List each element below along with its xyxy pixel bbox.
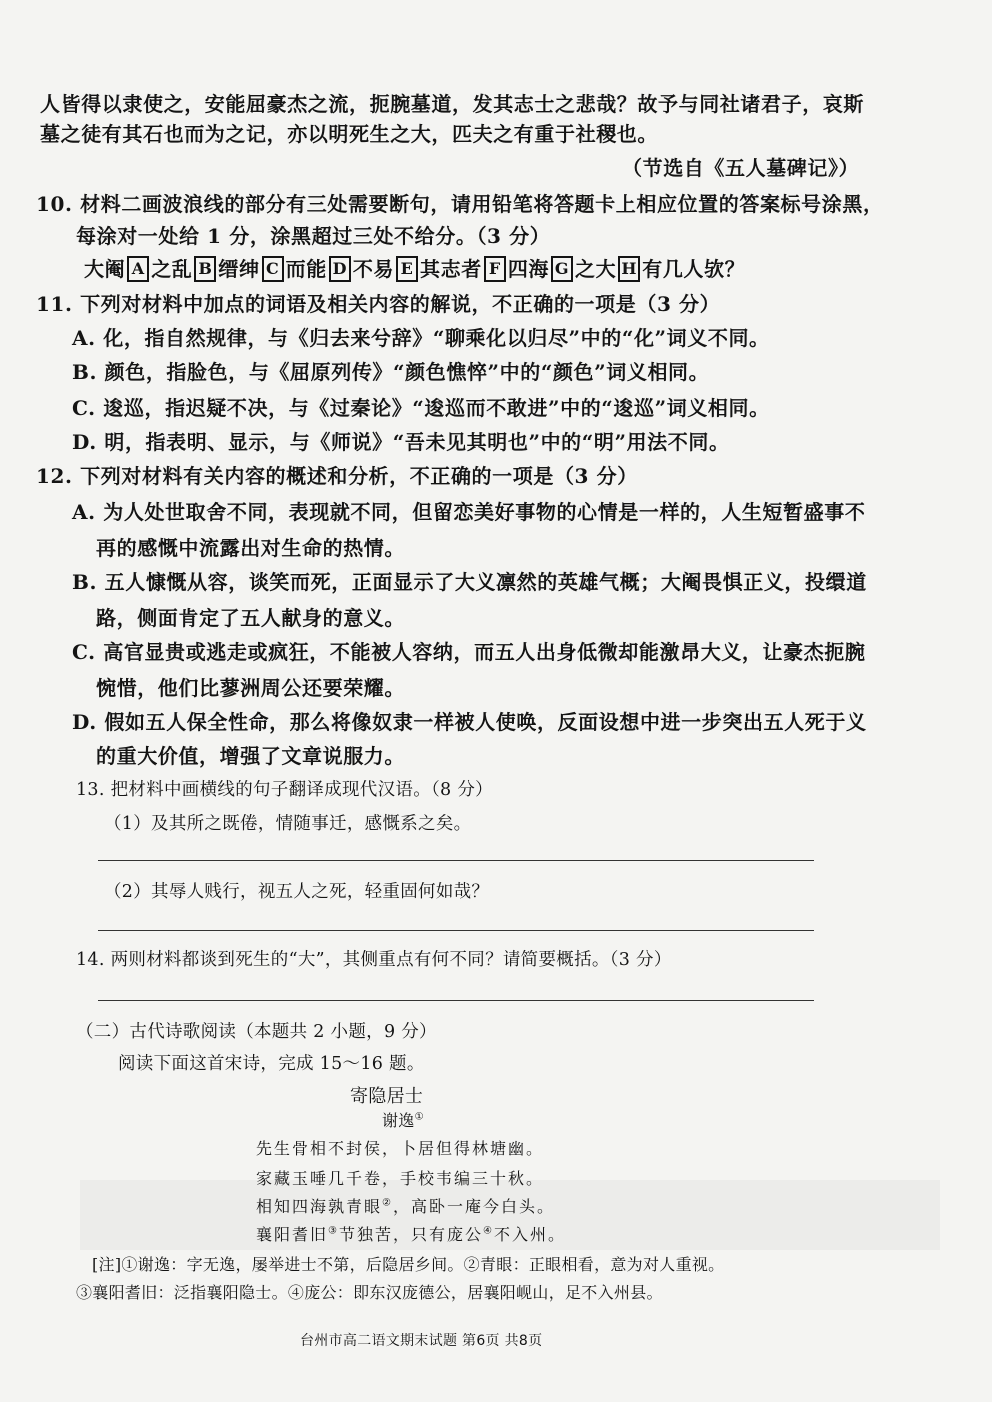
q11-option-d: D. 明，指表明、显示，与《师说》“吾未见其明也”中的“明”用法不同。 — [72, 430, 730, 454]
q14-answer-line[interactable] — [98, 1000, 814, 1001]
q10-seg: 大阉 — [84, 257, 126, 281]
q12-option-a-line-1: A. 为人处世取舍不同，表现就不同，但留恋美好事物的心情是一样的，人生短暂盛事不 — [72, 500, 866, 524]
poem-line-1: 先生骨相不封侯，卜居但得林塘幽。 — [256, 1139, 545, 1158]
q13-sentence-2: （2）其辱人贱行，视五人之死，轻重固何如哉？ — [104, 882, 490, 902]
q12-option-d-line-2: 的重大价值，增强了文章说服力。 — [96, 744, 405, 768]
q10-seg: 之乱 — [151, 257, 193, 281]
poem-line-4 — [256, 1222, 566, 1245]
poem-line-3 — [256, 1194, 555, 1217]
q10-seg: 四海 — [507, 257, 550, 281]
q13-sentence-1: （1）及其所之既倦，情随事迁，感慨系之矣。 — [104, 814, 472, 834]
note-mark: ④ — [483, 1225, 494, 1237]
q10-seg: 之大 — [575, 257, 617, 281]
q10-seg: 而能 — [285, 257, 327, 281]
answer-box-g[interactable]: G — [551, 256, 573, 282]
answer-box-d[interactable]: D — [329, 256, 351, 282]
passage-line-1: 人皆得以隶使之，安能屈豪杰之流，扼腕墓道，发其志士之悲哉？故予与同社诸君子，哀斯 — [40, 92, 864, 116]
answer-box-f[interactable]: F — [484, 256, 506, 282]
passage-source: （节选自《五人墓碑记》） — [622, 156, 860, 180]
notes-line-1: [注]①谢逸：字无逸，屡举进士不第，后隐居乡间。②青眼：正眼相看，意为对人重视。 — [92, 1255, 725, 1274]
q10-line-2: 每涂对一处给 1 分，涂黑超过三处不给分。（3 分） — [76, 224, 551, 248]
q12-option-a-line-2: 再的感慨中流露出对生命的热情。 — [96, 536, 405, 560]
answer-box-b[interactable]: B — [194, 256, 216, 282]
poem-line-4-part: 节独苦，只有庞公 — [338, 1225, 483, 1244]
q12-option-c-line-2: 惋惜，他们比蓼洲周公还要荣耀。 — [96, 676, 405, 700]
q12-option-d-line-1: D. 假如五人保全性命，那么将像奴隶一样被人使唤，反面设想中进一步突出五人死于义 — [72, 710, 867, 734]
q10-line-1: 10. 材料二画波浪线的部分有三处需要断句，请用铅笔将答题卡上相应位置的答案标号涂黑， — [36, 192, 884, 216]
q12-option-c-line-1: C. 高官显贵或逃走或疯狂，不能被人容纳，而五人出身低微却能激昂大义，让豪杰扼腕 — [72, 640, 866, 664]
poem-author — [382, 1108, 424, 1131]
q14-stem: 14. 两则材料都谈到死生的“大”，其侧重点有何不同？请简要概括。（3 分） — [76, 950, 672, 970]
q10-seg: 有几人欤？ — [642, 257, 746, 281]
passage-line-2: 墓之徒有其石也而为之记，亦以明死生之大，匹夫之有重于社稷也。 — [40, 122, 658, 146]
section-intro: 阅读下面这首宋诗，完成 15～16 题。 — [118, 1054, 425, 1074]
poem-line-4-part: 襄阳耆旧 — [256, 1225, 329, 1244]
q10-seg: 不易 — [352, 257, 395, 281]
answer-box-c[interactable]: C — [262, 256, 284, 282]
note-mark: ③ — [328, 1225, 339, 1237]
q12-option-b-line-2: 路，侧面肯定了五人献身的意义。 — [96, 606, 405, 630]
q10-sentence — [84, 253, 745, 284]
q12-option-b-line-1: B. 五人慷慨从容，谈笑而死，正面显示了大义凛然的英雄气概；大阉畏惧正义，投缳道 — [72, 570, 867, 594]
q13-answer-line-1[interactable] — [98, 860, 814, 861]
q11-stem: 11. 下列对材料中加点的词语及相关内容的解说，不正确的一项是（3 分） — [36, 292, 721, 316]
poem-author-name: 谢逸 — [382, 1111, 415, 1130]
page-footer: 台州市高二语文期末试题 第6页 共8页 — [300, 1333, 543, 1349]
q11-option-a: A. 化，指自然规律，与《归去来兮辞》“聊乘化以归尽”中的“化”词义不同。 — [72, 326, 770, 350]
poem-title: 寄隐居士 — [350, 1086, 424, 1107]
section-title: （二）古代诗歌阅读（本题共 2 小题，9 分） — [76, 1022, 437, 1042]
answer-box-a[interactable]: A — [127, 256, 149, 282]
note-mark: ① — [414, 1111, 424, 1123]
note-mark: ② — [382, 1197, 393, 1209]
q11-option-c: C. 逡巡，指迟疑不决，与《过秦论》“逡巡而不敢进”中的“逡巡”词义相同。 — [72, 396, 770, 420]
q13-stem: 13. 把材料中画横线的句子翻译成现代汉语。（8 分） — [76, 780, 493, 800]
q10-seg: 缙绅 — [218, 257, 260, 281]
notes-line-2: ③襄阳耆旧：泛指襄阳隐士。④庞公：即东汉庞德公，居襄阳岘山，足不入州县。 — [76, 1283, 663, 1302]
poem-line-4-part: 不入州。 — [493, 1225, 566, 1244]
poem-line-3-part: ，高卧一庵今白头。 — [392, 1197, 555, 1216]
q10-seg: 其志者 — [420, 257, 482, 281]
answer-box-h[interactable]: H — [618, 256, 640, 282]
q13-answer-line-2[interactable] — [98, 930, 814, 931]
q12-stem: 12. 下列对材料有关内容的概述和分析，不正确的一项是（3 分） — [36, 464, 638, 488]
q11-option-b: B. 颜色，指脸色，与《屈原列传》“颜色憔悴”中的“颜色”词义相同。 — [72, 360, 710, 384]
poem-line-2: 家藏玉唾几千卷，手校韦编三十秋。 — [256, 1169, 545, 1188]
poem-line-3-part: 相知四海孰青眼 — [256, 1197, 383, 1216]
answer-box-e[interactable]: E — [396, 256, 418, 282]
